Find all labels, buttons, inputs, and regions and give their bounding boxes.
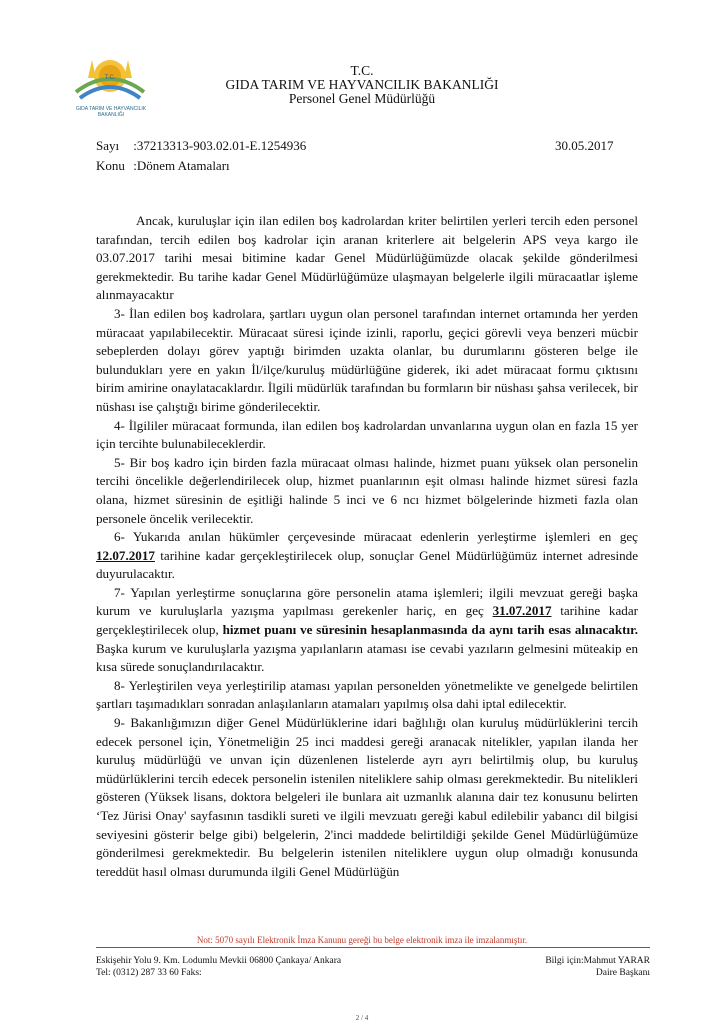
footer-contact-block [520, 955, 650, 979]
paragraph-7 [96, 584, 638, 677]
sayi-label: Sayı [96, 138, 120, 153]
paragraph-7-text-c: Başka kurum ve kuruluşlarla yazışma yapılanların ataması ise cevabi yazıların gelmesini müteakip en kısa sürede sonuçlandırılacaktır. [96, 640, 638, 675]
paragraph-4: 4- İlgililer müracaat formunda, ilan edilen boş kadrolardan unvanlarına uygun olan en fazla 15 yer için tercihte bulunabileceklerdir. [96, 417, 638, 452]
e-signature-note: Not: 5070 sayılı Elektronik İmza Kanunu gereği bu belge elektronik imza ile imzalanmıştır. [196, 935, 528, 945]
konu-label: Konu [96, 158, 125, 173]
page-number: 2 / 4 [355, 1014, 369, 1022]
header-department: Personel Genel Müdürlüğü [288, 91, 436, 106]
footer-address: Eskişehir Yolu 9. Km. Lodumlu Mevkii 06800 Çankaya/ Ankara [96, 956, 342, 966]
footer-contact: Bilgi için:Mahmut YARAR [545, 956, 650, 966]
document-header [0, 64, 724, 106]
paragraph-6-text-b: tarihine kadar gerçekleştirilecek olup, sonuçlar Genel Müdürlüğümüz internet adresinde duyurulacaktır. [96, 547, 638, 582]
svg-text:T.C.: T.C. [104, 75, 116, 81]
footer-address-block [96, 955, 341, 979]
footer-title: Daire Başkanı [595, 968, 650, 978]
paragraph-7-text-b: tarihine kadar gerçekleştirilecek olup, [96, 603, 638, 638]
logo-caption [72, 106, 150, 118]
paragraph-7-text-a: 7- Yapılan yerleştirme sonuçlarına göre personelin atama işlemleri; ilgili mevzuat gereği başka kurum ve kuruluşlarla yazışma yapılması gerekenler hariç, en geç [96, 584, 638, 619]
header-tc: T.C. [350, 63, 374, 78]
header-ministry: GIDA TARIM VE HAYVANCILIK BAKANLIĞI [225, 77, 499, 92]
paragraph-7-date: 31.07.2017 [492, 603, 552, 619]
document-date: 30.05.2017 [555, 138, 614, 153]
paragraph-6-date: 12.07.2017 [96, 547, 155, 563]
document-body [96, 212, 638, 881]
paragraph-6 [96, 528, 638, 584]
logo-caption-line1: GIDA TARIM VE HAYVANCILIK [75, 106, 147, 112]
logo-caption-line2: BAKANLIĞI [97, 112, 125, 118]
konu-row [96, 158, 230, 174]
sayi-value: :37213313-903.02.01-E.1254936 [133, 138, 307, 153]
footer-phone: Tel: (0312) 287 33 60 Faks: [96, 968, 202, 978]
paragraph-5: 5- Bir boş kadro için birden fazla müracaat olması halinde, hizmet puanı yüksek olan personelin tercihi öncelikle değerlendirilecek olup, hizmet puanlarının eşit olması halinde hizmet süresi fazla olana, hizmet süresinin de eşitliği halinde 5 inci ve 6 ncı hizmet bölgelerinde hizmeti fazla olan personele öncelik verilecektir. [96, 454, 638, 526]
paragraph-6-text-a: 6- Yukarıda anılan hükümler çerçevesinde müracaat edenlerin yerleştirme işlemleri en geç [114, 529, 638, 545]
paragraph-7-bold: hizmet puanı ve süresinin hesaplanmasında da aynı tarih esas alınacaktır. [222, 622, 638, 638]
paragraph-3: 3- İlan edilen boş kadrolara, şartları uygun olan personel tarafından internet ortamında her yerden müracaat yapılabilecektir. Müracaat süresi içinde izinli, raporlu, geçici görevli veya benzeri mücbir sebeplerden dolayı görev yaptığı birimden uzakta olanlar, bu durumlarını gösteren belge ile bulundukları yere en yakın İl/ilçe/kuruluş müdürlüğüne giderek, iki adet müracaat formu çıktısını birim amirine onaylatacaklardır. İlgili müdürlük tarafından bu formların bir nüshası şahsa verilecek, bir nüshası ise çalıştığı birime gönderilecektir. [96, 305, 638, 414]
sayi-row [96, 138, 306, 154]
paragraph-1: Ancak, kuruluşlar için ilan edilen boş kadrolardan kriter belirtilen yerleri tercih eden personel tarafından, tercih edilen boş kadrolar için aranan kriterlere ait belgelerin APS veya kargo ile 03.07.2017 tarihi mesai bitimine kadar Genel Müdürlüğümüzde olacak şekilde gönderilmesi gerekmektedir. Bu tarihe kadar Genel Müdürlüğümüze ulaşmayan belgelerle ilgili müracaatlar işleme alınmayacaktır [96, 213, 638, 303]
footer-divider [96, 947, 650, 948]
konu-value: :Dönem Atamaları [133, 158, 230, 173]
paragraph-8: 8- Yerleştirilen veya yerleştirilip ataması yapılan personelden yönetmelikte ve genelgede belirtilen şartları taşımadıkları sonradan anlaşılanların atamaları yapılmış olsa dahi iptal edilecektir. [96, 677, 638, 712]
paragraph-9: 9- Bakanlığımızın diğer Genel Müdürlüklerine idari bağlılığı olan kuruluş müdürlüklerini tercih edecek personel için, Yönetmeliğin 25 inci maddesi gereği aranacak nitelikler, yapılan ilanda her kuruluş müdürlüğü ve unvan için düzenlenen listelerde ayrı ayrı belirtilmiş olup, bu kuruluş müdürlüklerini tercih edecek personelin istenilen niteliklere sahip olması gerekmektedir. Bu nitelikleri gösteren (Yüksek lisans, doktora belgeleri ile bunlara ait uzmanlık alanına dair tez konusunu belirten ‘Tez Jürisi Onay' sayfasının tasdikli sureti ve ilgili mevzuatı gereği kabul edilebilir yabancı dil bilgisi seviyesini gösterir belge gibi) belgelerin, 2'inci maddede belirtildiği şekilde Genel Müdürlüğümüze gönderilmesi gerekmektedir. Bu belgelerin istenilen niteliklere uygun olup olmadığı konusunda tereddüt hasıl olması durumunda ilgili Genel Müdürlüğün [96, 715, 638, 879]
